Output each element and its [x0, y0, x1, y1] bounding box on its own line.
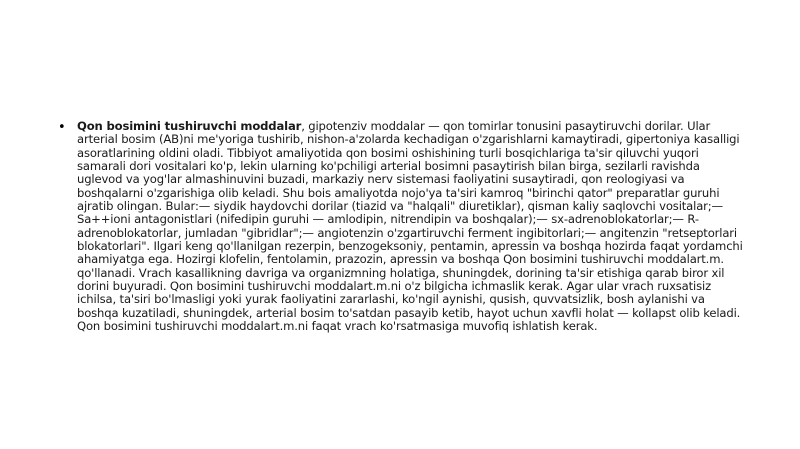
paragraph-body: , gipotenziv moddalar — qon tomirlar tonusini pasaytiruvchi dorilar. Ular arterial bosim (AB)ni me'yoriga tushirib, nishon-a'zolarda kechadigan o'zgarishlarni kamaytiradi, gipertoniya kasalligi asoratlarining oldini oladi. Tibbiyot amaliyotida qon bosimi oshishining turli bosqichlariga ta'sir qiluvchi yuqori samarali dori vositalari ko'p, lekin ularning ko'pchiligi arterial bosimni pasaytirish bilan birga, sezilarli ravishda uglevod va yog'lar almashinuvini buzadi, markaziy nerv sistemasi faoliyatini susaytiradi, qon reologiyasi va boshqalarni o'zgarishiga olib keladi. Shu bois amaliyotda nojo'ya ta'siri kamroq "birinchi qator" preparatlar guruhi ajratib olingan. Bular:— siydik haydovchi dorilar (tiazid va "halqali" diuretiklar), qisman kaliy saqlovchi vositalar;—Sa++ioni antagonistlari (nifedipin guruhi — amlodipin, nitrendipin va boshqalar);— sx-adrenoblokatorlar;— R-adrenoblokatorlar, jumladan "gibridlar";— angiotenzin o'zgartiruvchi ferment ingibitorlari;— angitenzin "retseptorlari blokatorlari". Ilgari keng qo'llanilgan rezerpin, benzogeksoniy, pentamin, apressin va boshqa hozirda faqat yordamchi ahamiyatga ega. Hozirgi klofelin, fentolamin, prazozin, apressin va boshqa Qon bosimini tushiruvchi moddalart.m. qo'llanadi. Vrach kasallikning davriga va organizmning holatiga, shuningdek, dorining ta'sir etishiga qarab biror xil dorini buyuradi. Qon bosimini tushiruvchi moddalart.m.ni o'z bilgicha ichmaslik kerak. Agar ular vrach ruxsatisiz ichilsa, ta'siri bo'lmasligi yoki yurak faoliyatini zararlashi, ko'ngil aynishi, qusish, quvvatsizlik, bosh aylanishi va boshqa kuzatiladi, shuningdek, arterial bosim to'satdan pasayib ketib, hayot uchun xavfli holat — kollapst olib keladi. Qon bosimini tushiruvchi moddalart.m.ni faqat vrach ko'rsatmasiga muvofiq ishlatish kerak. — [77, 119, 743, 334]
bullet-paragraph — [58, 120, 748, 334]
paragraph-term: Qon bosimini tushiruvchi moddalar — [77, 119, 302, 133]
slide-content — [58, 120, 748, 334]
bullet-dot-icon: • — [58, 120, 66, 135]
bullet-list — [58, 120, 748, 334]
